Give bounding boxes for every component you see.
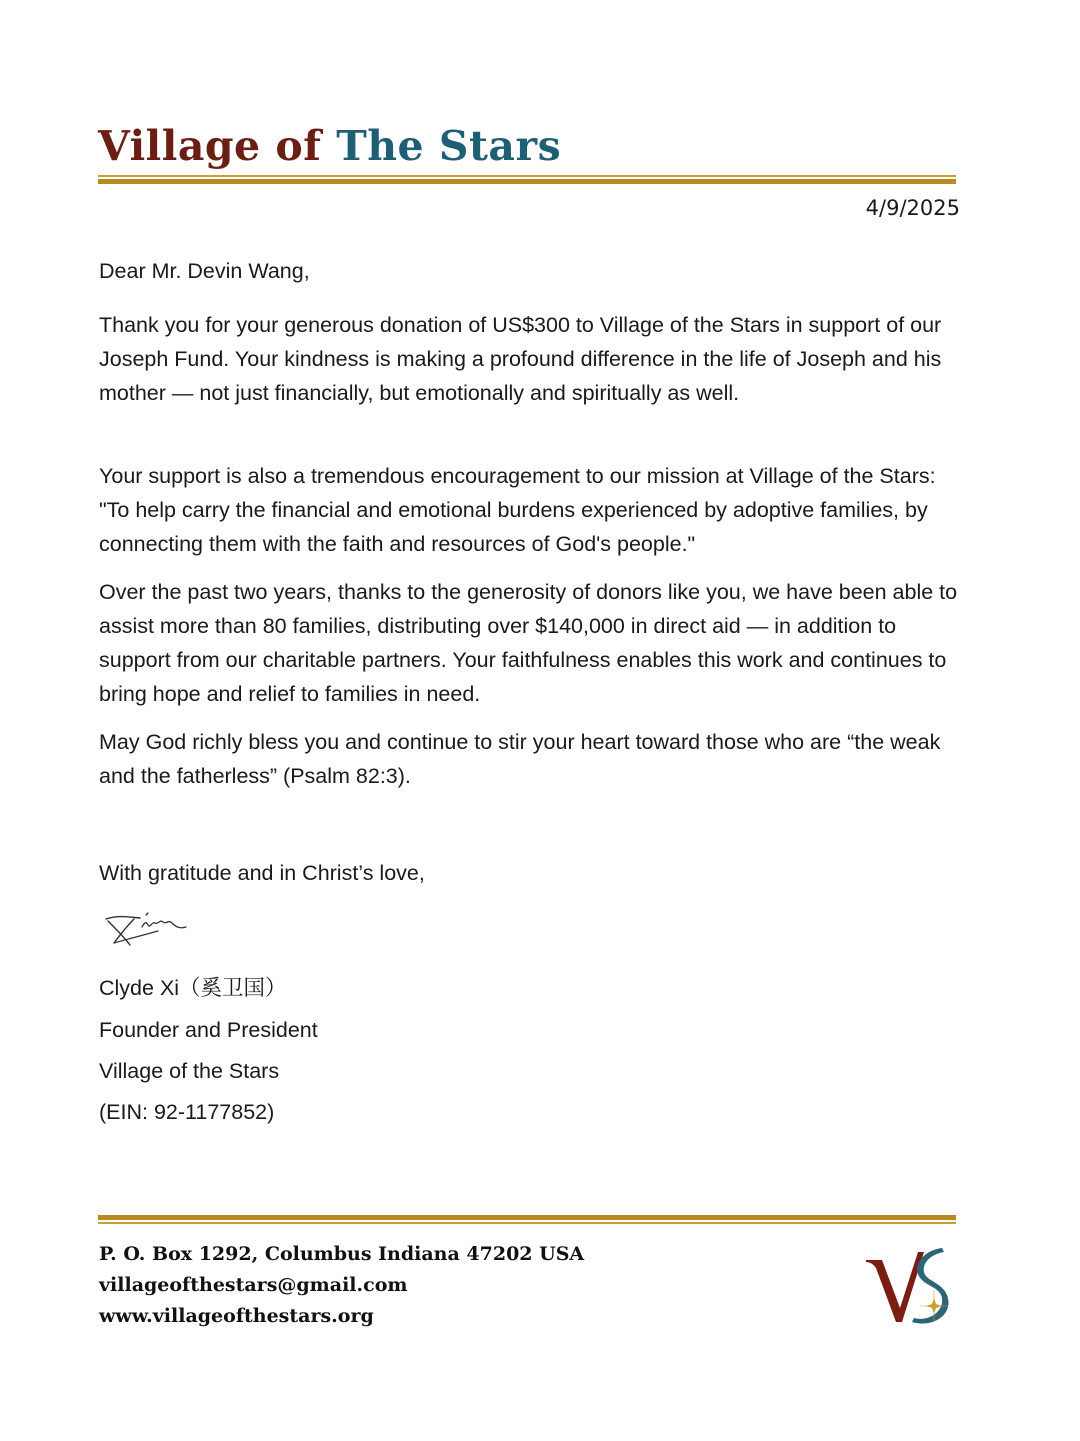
handwritten-signature — [100, 905, 200, 955]
footer-divider — [98, 1215, 956, 1224]
paragraph-2: Your support is also a tremendous encouragement to our mission at Village of the Stars: "To help carry the financial and emotional burdens experienced by adoptive families, by connecting them with the faith and resources of God's people." — [99, 464, 936, 556]
signatory-name: Clyde Xi（奚卫国） — [99, 976, 287, 1000]
letterhead-title — [98, 118, 561, 174]
title-the-stars: The Stars — [336, 122, 562, 170]
paragraph-1: Thank you for your generous donation of US$300 to Village of the Stars in support of our Joseph Fund. Your kindness is making a profound difference in the life of Joseph and his mother — not just financially, but emotionally and spiritually as well. — [99, 313, 942, 405]
vs-logo-icon — [862, 1238, 954, 1328]
signatory-title: Founder and President — [99, 1018, 318, 1042]
letter-date: 4/9/2025 — [865, 196, 960, 220]
paragraph-4: May God richly bless you and continue to stir your heart toward those who are “the weak and the fatherless” (Psalm 82:3). — [99, 730, 941, 788]
organization-ein: (EIN: 92-1177852) — [99, 1100, 275, 1124]
footer-address: P. O. Box 1292, Columbus Indiana 47202 USA — [99, 1243, 585, 1265]
salutation: Dear Mr. Devin Wang, — [99, 259, 310, 283]
footer-website: www.villageofthestars.org — [99, 1305, 374, 1327]
signatory-organization: Village of the Stars — [99, 1059, 280, 1083]
header-divider — [98, 175, 956, 184]
footer-email: villageofthestars@gmail.com — [99, 1274, 408, 1296]
title-village-of: Village of — [98, 122, 322, 170]
paragraph-3: Over the past two years, thanks to the generosity of donors like you, we have been able to assist more than 80 families, distributing over $140,000 in direct aid — in addition to support from our charitable partners. Your faithfulness enables this work and continues to bring hope and relief to families in need. — [99, 580, 958, 706]
closing-line: With gratitude and in Christ’s love, — [99, 861, 425, 885]
